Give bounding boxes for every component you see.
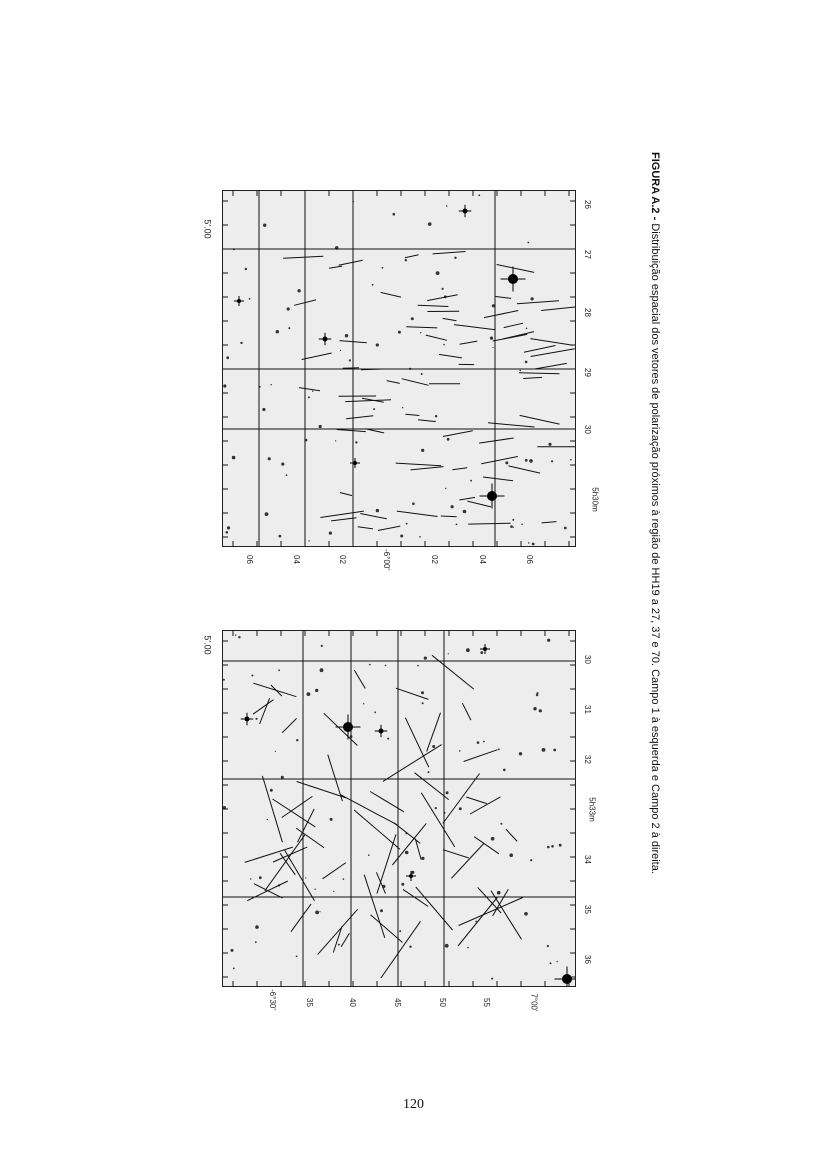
- field-1-dec-label-0: -6°30': [267, 989, 277, 1010]
- field-2-image: [222, 190, 576, 547]
- field-2-ra-label-3: 28: [582, 308, 592, 317]
- field-2-ra-label-2: 29: [582, 368, 592, 377]
- field-1-dec-label-2: 40: [347, 998, 357, 1007]
- field-2-ra-label-0: 5h30m: [590, 487, 600, 512]
- field-2-ra-label-4: 27: [582, 250, 592, 259]
- field-2-dec-label-5: 04: [477, 555, 487, 564]
- field-2-dec-label-2: 02: [337, 555, 347, 564]
- field-2-dec-label-1: 04: [291, 555, 301, 564]
- field-1-dec-label-3: 45: [392, 998, 402, 1007]
- field-2-ra-label-1: 30: [582, 425, 592, 434]
- field-1-dec-label-6: 7°00': [529, 993, 539, 1012]
- field-2-dec-label-3: -6°00': [381, 549, 391, 570]
- field-1-ra-label-5: 31: [582, 705, 592, 714]
- field-1-ra-label-3: 5h33m: [587, 797, 597, 822]
- field-1-image: [222, 630, 576, 987]
- field-2-ra-label-5: 26: [582, 200, 592, 209]
- field-2-dec-label-0: 06: [244, 555, 254, 564]
- field-1-ra-label-1: 35: [582, 905, 592, 914]
- field-1-dec-label-5: 55: [481, 998, 491, 1007]
- field-1-dec-label-1: 35: [304, 998, 314, 1007]
- field-1-polarization-map: [223, 631, 575, 986]
- figure-label: FIGURA A.2 -: [649, 152, 661, 221]
- field-1-scale-label: 5'.00: [202, 635, 213, 655]
- field-2-scale-label: 5'.00: [202, 219, 213, 239]
- field-2-dec-label-4: 02: [429, 555, 439, 564]
- field-2-polarization-map: [223, 191, 575, 546]
- field-1-dec-label-4: 50: [437, 998, 447, 1007]
- figure-caption: [643, 152, 663, 1022]
- field-1-ra-label-2: 34: [582, 855, 592, 864]
- field-1-ra-label-6: 30: [582, 655, 592, 664]
- field-1-ra-label-4: 32: [582, 755, 592, 764]
- field-1-ra-label-0: 36: [582, 955, 592, 964]
- figure-caption-text: Distribuição espacial dos vetores de polarização próximos à região de HH19 a 27, 37 e 70. Campo 1 à esquerda e Campo 2 à direita.: [649, 223, 661, 874]
- field-2-dec-label-6: 06: [524, 555, 534, 564]
- page-number: 120: [403, 1097, 424, 1112]
